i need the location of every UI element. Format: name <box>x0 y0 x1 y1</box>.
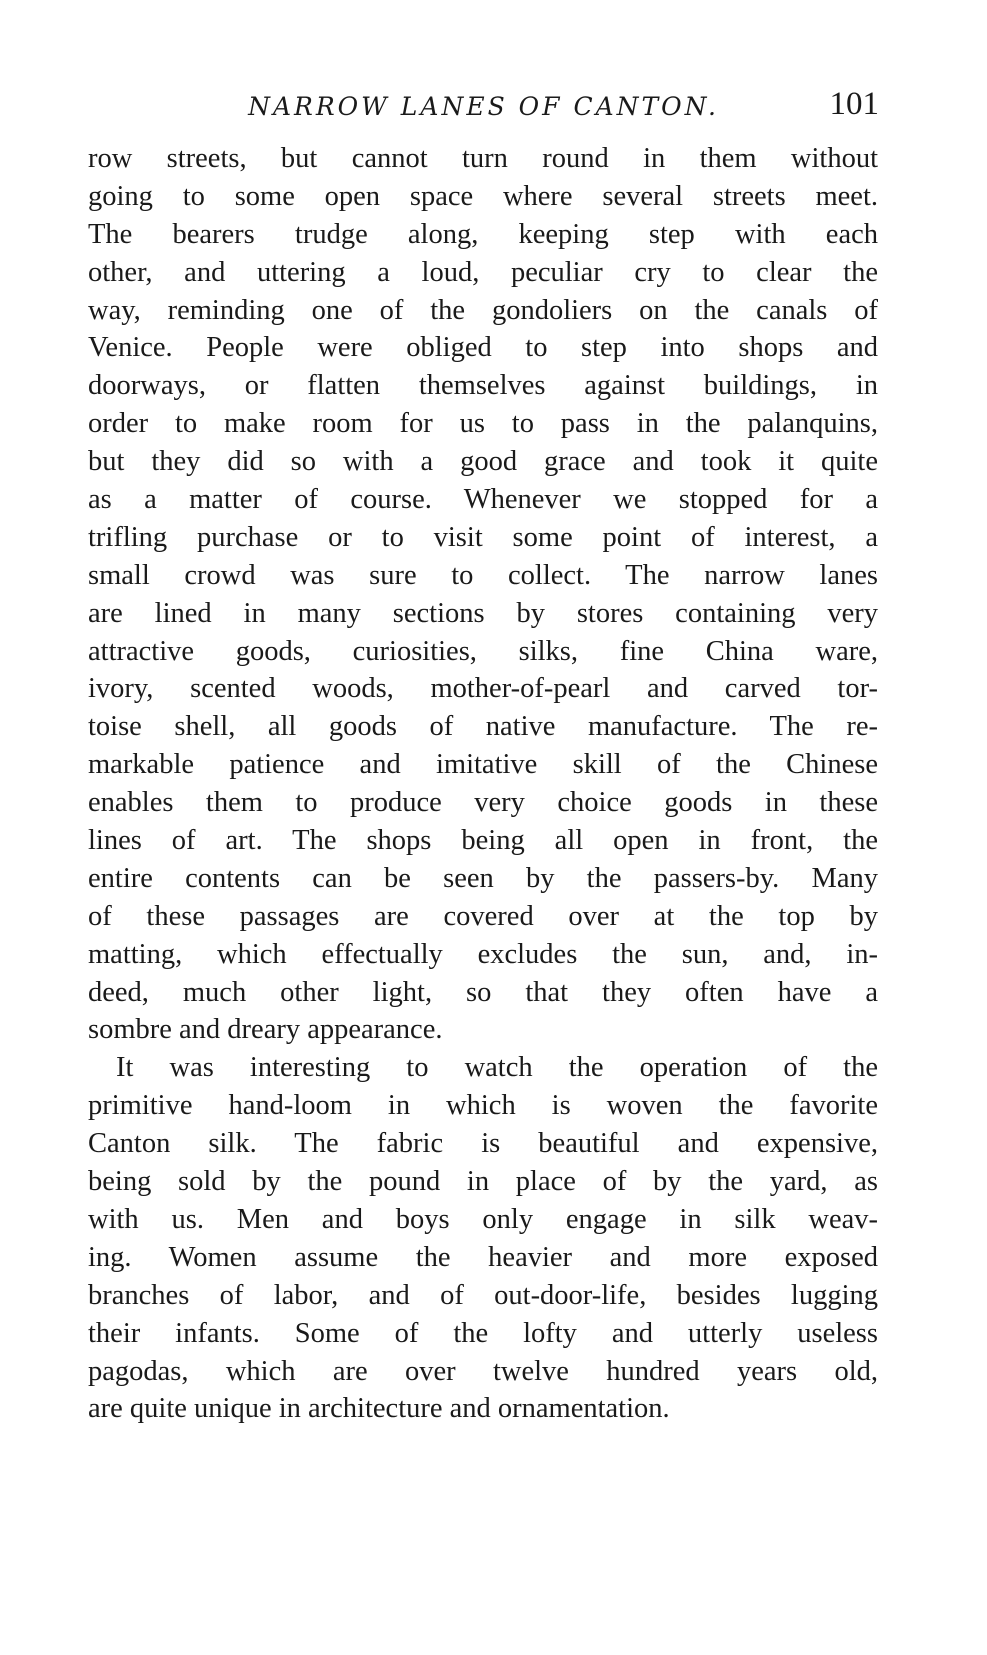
text-line: toise shell, all goods of native manufacture. The re- <box>88 711 878 743</box>
text-line: matting, which effectually excludes the sun, and, in- <box>88 938 878 970</box>
paragraph-end-line: sombre and dreary appearance. <box>88 1014 443 1046</box>
text-line: ivory, scented woods, mother-of-pearl and carved tor- <box>88 673 878 705</box>
text-line: entire contents can be seen by the passers-by. Many <box>88 862 878 894</box>
text-line: are lined in many sections by stores containing very <box>88 597 878 629</box>
text-line: branches of labor, and of out-door-life, besides lugging <box>88 1279 878 1311</box>
paragraph-start-line: It was interesting to watch the operation of the <box>116 1052 878 1084</box>
text-line: markable patience and imitative skill of the Chinese <box>88 749 878 781</box>
paragraph-end-line: are quite unique in architecture and ornamentation. <box>88 1393 670 1425</box>
text-line: of these passages are covered over at the top by <box>88 900 878 932</box>
text-line: small crowd was sure to collect. The narrow lanes <box>88 559 878 591</box>
page-number: 101 <box>829 86 879 122</box>
text-line: being sold by the pound in place of by the yard, as <box>88 1166 878 1198</box>
text-line: doorways, or flatten themselves against buildings, in <box>88 370 878 402</box>
text-line: primitive hand-loom in which is woven the favorite <box>88 1090 878 1122</box>
text-line: Canton silk. The fabric is beautiful and expensive, <box>88 1128 878 1160</box>
text-line: ing. Women assume the heavier and more exposed <box>88 1241 878 1273</box>
running-head <box>88 86 879 126</box>
text-line: attractive goods, curiosities, silks, fine China ware, <box>88 635 878 667</box>
text-line: row streets, but cannot turn round in them without <box>88 143 878 174</box>
text-line: lines of art. The shops being all open in front, the <box>88 825 878 857</box>
body-text <box>88 140 878 1428</box>
text-line: The bearers trudge along, keeping step with each <box>88 218 878 250</box>
text-line: deed, much other light, so that they often have a <box>88 976 878 1008</box>
text-line: other, and uttering a loud, peculiar cry to clear the <box>88 256 878 288</box>
text-line: as a matter of course. Whenever we stopped for a <box>88 484 878 516</box>
text-line: enables them to produce very choice goods in these <box>88 787 878 819</box>
text-line: going to some open space where several streets meet. <box>88 180 878 212</box>
text-line: Venice. People were obliged to step into shops and <box>88 332 878 364</box>
text-line: pagodas, which are over twelve hundred years old, <box>88 1355 878 1387</box>
text-line: their infants. Some of the lofty and utterly useless <box>88 1317 878 1349</box>
text-line: order to make room for us to pass in the palanquins, <box>88 408 878 440</box>
text-line: trifling purchase or to visit some point of interest, a <box>88 521 878 553</box>
text-line: but they did so with a good grace and took it quite <box>88 446 878 478</box>
running-title: NARROW LANES OF CANTON. <box>248 92 719 121</box>
text-line: with us. Men and boys only engage in silk weav- <box>88 1203 878 1235</box>
text-line: way, reminding one of the gondoliers on the canals of <box>88 294 878 326</box>
